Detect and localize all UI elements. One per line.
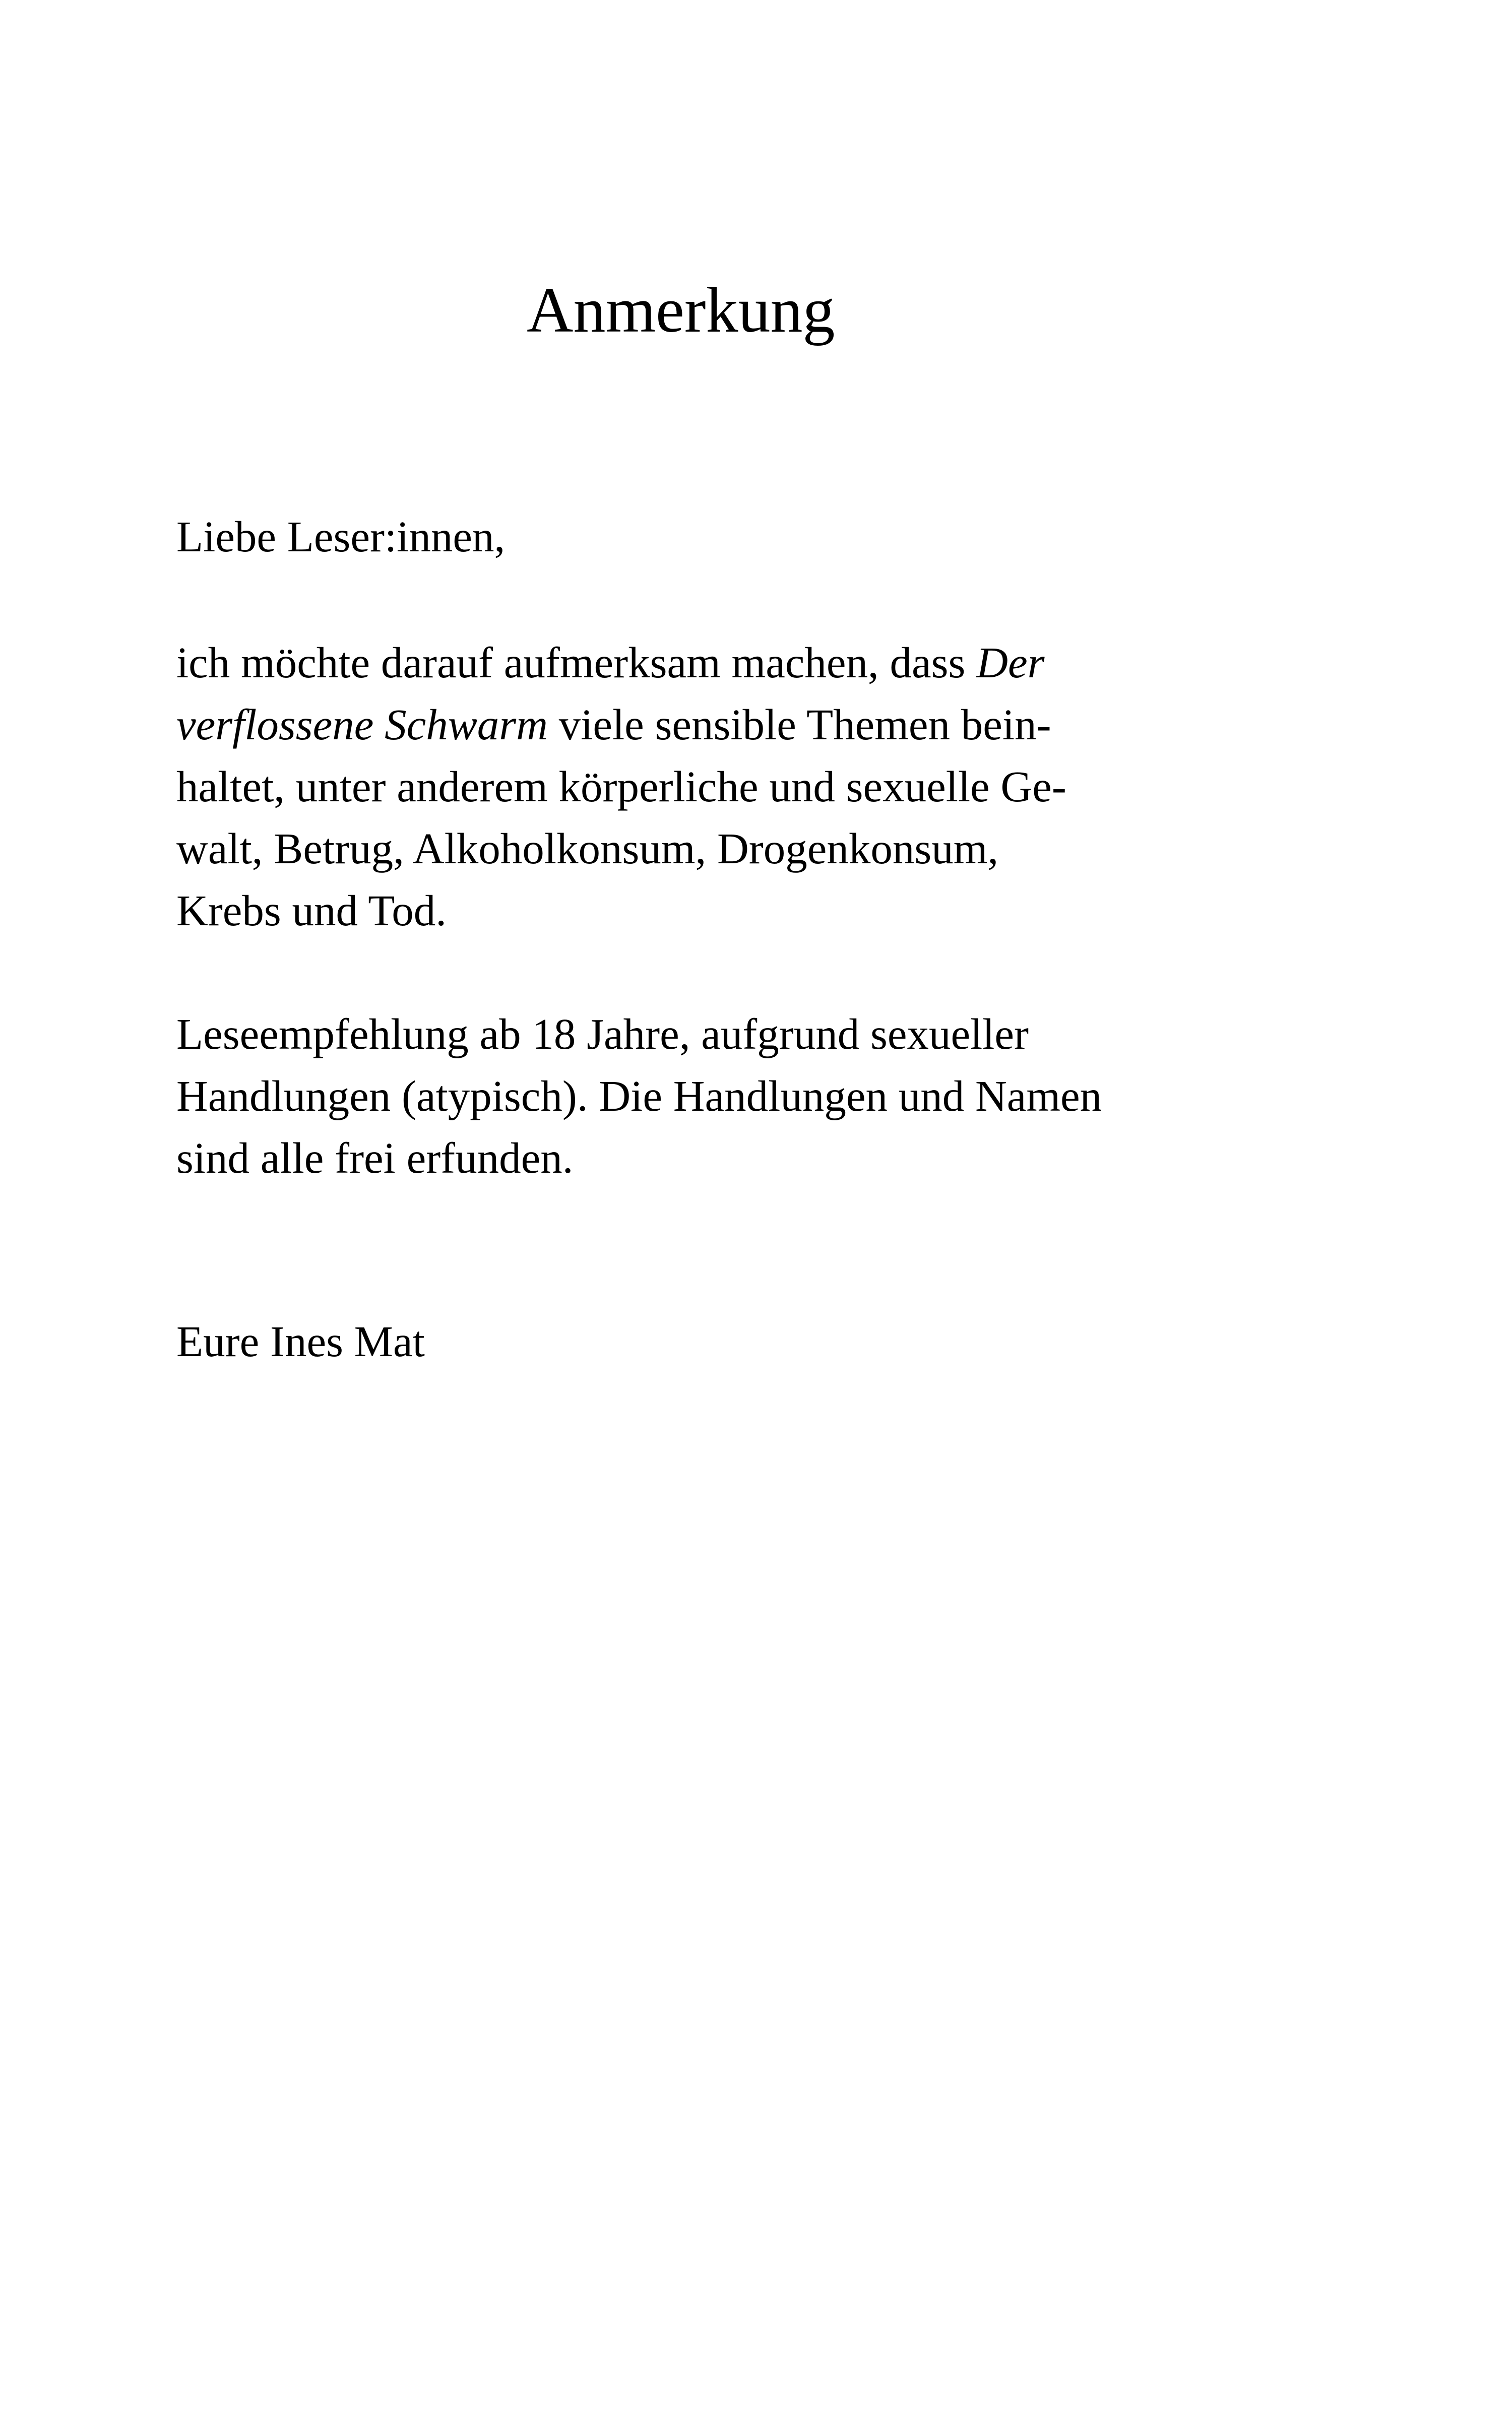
content-warning-paragraph [176,631,1066,941]
paragraph-line: Leseempfehlung ab 18 Jahre, aufgrund sexueller [176,1009,1029,1058]
paragraph-line [176,693,1066,755]
greeting: Liebe Leser:innen, [176,512,506,561]
page-title: Anmerkung [527,274,835,346]
paragraph-line [176,631,1066,693]
text-run: ich möchte darauf aufmerksam machen, dass [176,638,977,687]
paragraph-line: haltet, unter anderem körperliche und sexuelle Ge- [176,762,1066,811]
paragraph-line: Krebs und Tod. [176,886,447,935]
paragraph-line: walt, Betrug, Alkoholkonsum, Drogenkonsum, [176,824,999,873]
reading-recommendation-paragraph [176,1003,1102,1189]
text-run: viele sensible Themen bein- [547,700,1051,749]
book-title-italic: verflossene Schwarm [176,700,548,749]
paragraph-line: sind alle frei erfunden. [176,1133,574,1182]
book-title-italic: Der [976,638,1045,687]
paragraph-line: Handlungen (atypisch). Die Handlungen und Namen [176,1071,1102,1120]
signature: Eure Ines Mat [176,1317,425,1366]
